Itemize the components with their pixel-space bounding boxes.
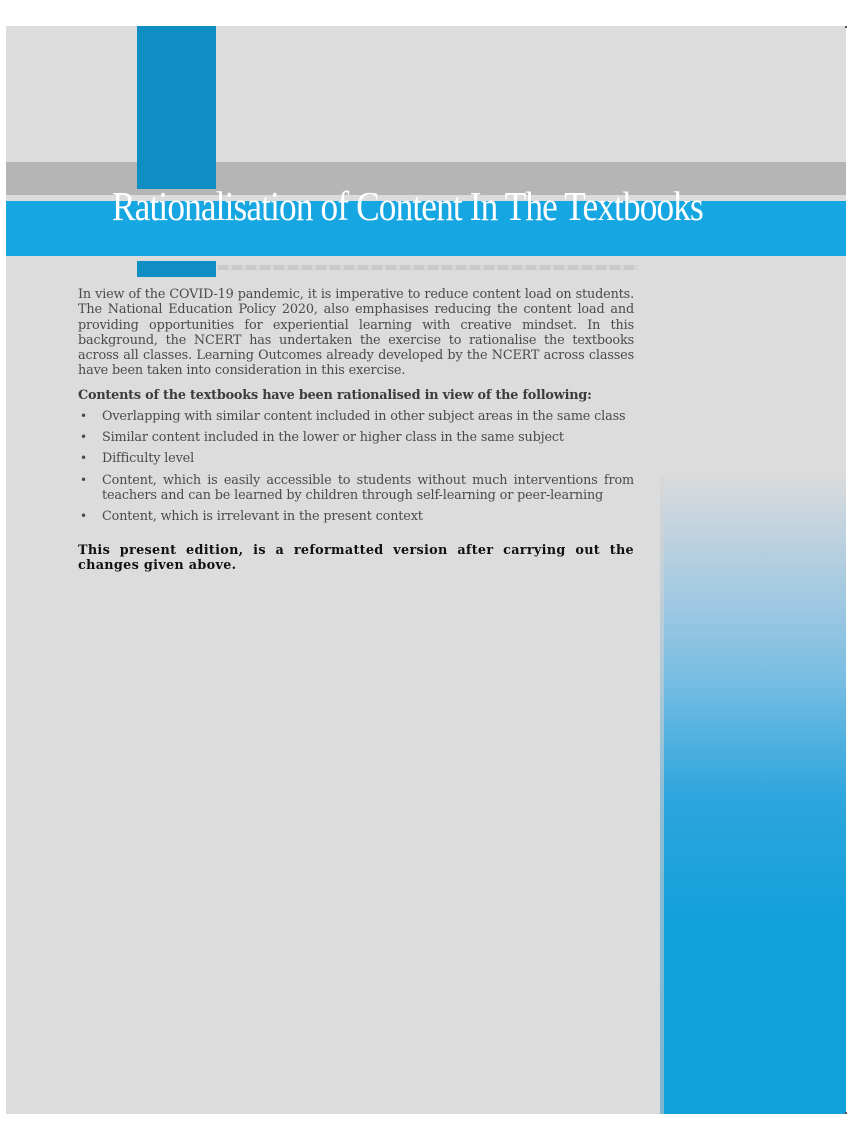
crop-mark	[845, 1112, 847, 1114]
side-gradient-decoration	[660, 477, 846, 1114]
bullet-icon: •	[80, 472, 87, 487]
intro-paragraph: In view of the COVID-19 pandemic, it is imperative to reduce content load on students. The National Education Policy 2020, also emphasises reducing the content load and providing opportunities for experiential learning with creative mindset. In this background, the NCERT has undertaken the exercise to rationalise the textbooks across all classes. Learning Outcomes already developed by the NCERT across classes have been taken into consideration in this exercise.	[78, 287, 634, 379]
accent-bar-top	[137, 26, 216, 189]
list-item	[78, 451, 634, 466]
page-title: Rationalisation of Content In The Textbooks	[112, 183, 703, 229]
side-gradient-edge	[660, 477, 664, 1114]
list-item	[78, 430, 634, 445]
list-item-text: Difficulty level	[102, 451, 195, 467]
accent-bar-bottom	[137, 261, 216, 277]
list-item-text: Content, which is irrelevant in the present context	[102, 509, 423, 525]
list-item-text: Content, which is easily accessible to students without much interventions from teachers and can be learned by children through self-learning or peer-learning	[102, 472, 634, 503]
list-item-text: Overlapping with similar content included in other subject areas in the same class	[102, 408, 626, 424]
bullet-icon: •	[80, 408, 87, 423]
list-item	[78, 509, 634, 524]
list-item	[78, 409, 634, 424]
list-item-text: Similar content included in the lower or higher class in the same subject	[102, 430, 564, 446]
bullet-icon: •	[80, 509, 87, 524]
rationalisation-list	[78, 409, 634, 525]
list-item	[78, 473, 634, 504]
closing-statement: This present edition, is a reformatted version after carrying out the changes given above.	[78, 542, 634, 573]
title-underline-decoration	[218, 265, 638, 270]
bullet-icon: •	[80, 451, 87, 466]
list-heading: Contents of the textbooks have been rationalised in view of the following:	[78, 387, 592, 403]
bullet-icon: •	[80, 430, 87, 445]
content-body	[78, 287, 634, 573]
crop-mark	[845, 26, 847, 28]
